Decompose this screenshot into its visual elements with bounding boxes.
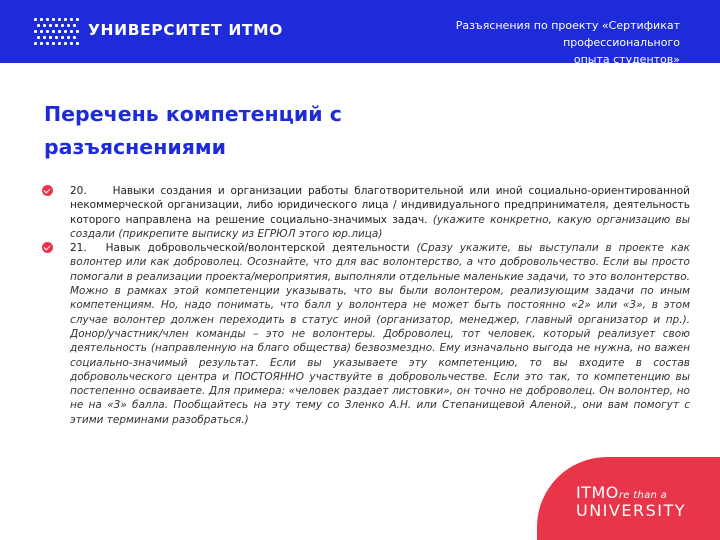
badge-line1	[576, 483, 667, 502]
item-hint: (укажите конкретно, какую организацию вы создали (прикрепите выписку из ЕГРЮЛ этого юр.лица)	[70, 213, 690, 240]
item-number: 20.	[70, 185, 87, 197]
page-title-line2: разъяснениями	[44, 135, 227, 159]
itmo-more-than-a-university-badge	[537, 457, 720, 540]
list-item	[40, 184, 690, 241]
badge-itmo: ITMO	[576, 483, 619, 502]
header-note-line1: Разъяснения по проекту «Сертификат профессионального	[455, 19, 680, 49]
header-note	[340, 17, 680, 68]
university-logo-text: УНИВЕРСИТЕТ ИТМО	[88, 21, 283, 39]
header-bar	[0, 0, 720, 66]
competency-list	[40, 184, 690, 427]
item-text: Навыки создания и организации работы благотворительной или иной социально-ориентированной некоммерческой организации, либо юридического лица / индивидуального предпринимателя, деятельность которого направлена на решение социально-значимых задач.	[70, 185, 690, 226]
list-item	[40, 241, 690, 427]
item-hint: (Сразу укажите, вы выступали в проекте как волонтер или как доброволец. Осознайте, что для вас волонтерство, а что добровольчество. Если вы просто помогали в реализации проекта/мероприятия, выполняли отдельные маленькие задачи, то это волонтерство. Можно в рамках этой компетенции указывать, что вы были волонтером, реализующим задачи по иным компетенциям. Но, надо понимать, что балл у волонтера не может быть постоянно «2» или «3», в этом случае волонтер должен переходить в статус иной (организатор, менеджер, главный организатор и пр.). Донор/участник/член команды – это не волонтеры. Доброволец, тот человек, который реализует свою деятельность (направленную на благо общества) безвозмездно. Ему изначально выгода не нужна, но важен социально-значимый результат. Если вы указываете эту компетенцию, то вы входите в состав добровольческого центра и ПОСТОЯННО участвуйте в добровольчестве. Если это так, то компетенцию вы постепенно осваиваете. Для примера: «человек раздает листовки», он точно не доброволец. Он волонтер, но не на «3» балла. Пообщайтесь на эту тему со Зленко А.Н. или Степанищевой Аленой., они вам помогут с этими терминами разобраться.)	[70, 242, 690, 426]
item-number: 21.	[70, 242, 87, 255]
check-icon	[42, 185, 53, 196]
item-text: Навык добровольческой/волонтерской деятельности	[105, 242, 410, 255]
itmo-logo-icon	[34, 18, 78, 44]
badge-more: re than a	[618, 490, 668, 501]
page-title-line1: Перечень компетенций с	[44, 102, 342, 126]
check-icon	[42, 242, 53, 253]
badge-university: UNIVERSITY	[576, 501, 686, 520]
page-title	[44, 98, 424, 164]
header-note-line2: опыта студентов»	[573, 53, 680, 66]
